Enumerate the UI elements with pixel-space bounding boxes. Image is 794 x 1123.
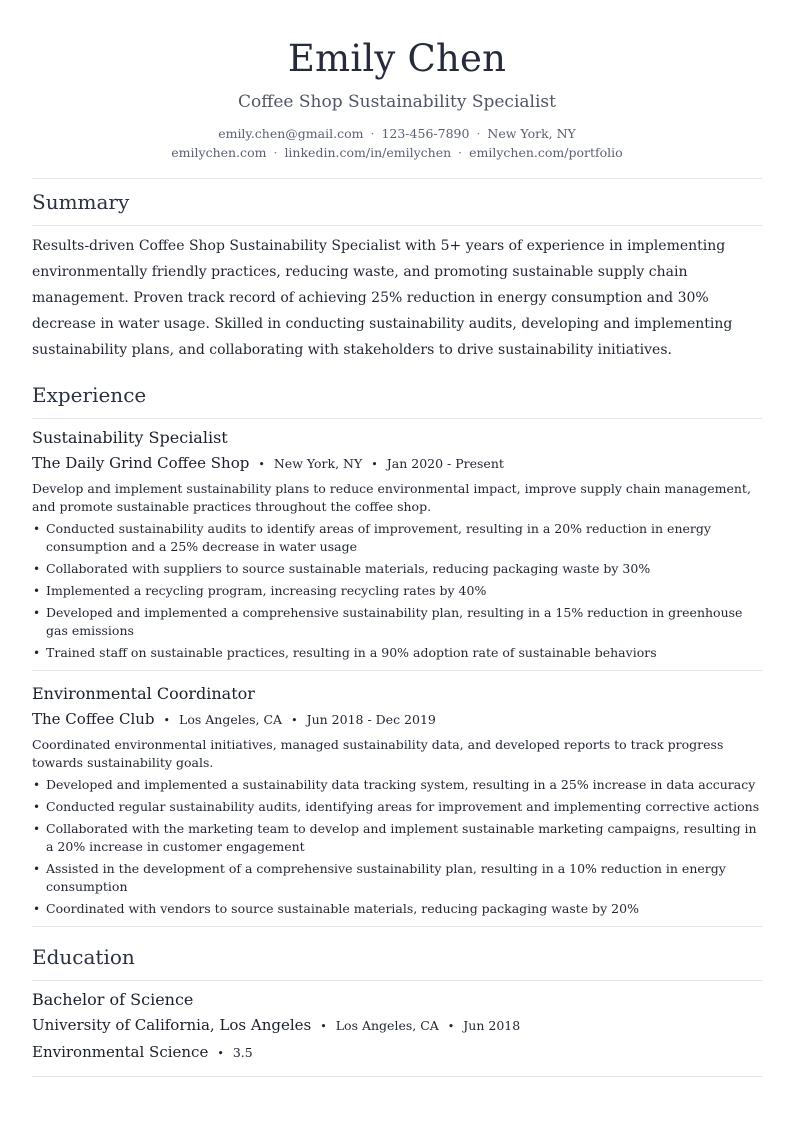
achievement-item: [32, 860, 762, 896]
resume-header: [32, 0, 762, 162]
job-title: Environmental Coordinator: [32, 684, 255, 703]
bullet-icon: •: [33, 646, 41, 660]
education-entry: [32, 989, 762, 1065]
contact-separator: ·: [458, 145, 463, 160]
phone-number: 123-456-7890: [381, 126, 470, 141]
meta-bullet: •: [320, 1020, 327, 1033]
bullet-icon: •: [33, 522, 41, 536]
school-location: Los Angeles, CA: [335, 1018, 439, 1033]
bullet-icon: •: [33, 606, 41, 620]
location-text: New York, NY: [487, 126, 576, 141]
bullet-icon: •: [33, 800, 41, 814]
contact-separator: ·: [370, 126, 375, 141]
job-description: Develop and implement sustainability plans to reduce environmental impact, improve supply chain management, and promote sustainable practices throughout the coffee shop.: [32, 481, 751, 514]
gpa-value: 3.5: [232, 1045, 253, 1060]
education-end-divider: [32, 1076, 762, 1077]
linkedin-link[interactable]: linkedin.com/in/emilychen: [284, 145, 452, 160]
meta-bullet: •: [217, 1047, 224, 1060]
job-achievements: [32, 776, 762, 918]
achievement-text: Developed and implemented a sustainability data tracking system, resulting in a 25% increase in data accuracy: [46, 777, 756, 792]
portfolio-link[interactable]: emilychen.com/portfolio: [469, 145, 623, 160]
bullet-icon: •: [33, 584, 41, 598]
summary-text: Results-driven Coffee Shop Sustainability Specialist with 5+ years of experience in implementing environmentally friendly practices, reducing waste, and promoting sustainable supply chain management. Proven track record of achieving 25% reduction in energy consumption and 30% decrease in water usage. Skilled in conducting sustainability audits, developing and implementing sustainability plans, and collaborating with stakeholders to drive sustainability initiatives.: [32, 238, 733, 358]
achievement-item: [32, 820, 762, 856]
meta-bullet: •: [258, 458, 265, 471]
education-heading: Education: [32, 945, 135, 969]
meta-bullet: •: [447, 1020, 455, 1033]
contact-line-2: [32, 143, 762, 162]
job-achievements: [32, 520, 762, 662]
candidate-title: Coffee Shop Sustainability Specialist: [238, 92, 556, 112]
contact-separator: ·: [476, 126, 481, 141]
job-meta: [32, 708, 762, 732]
achievement-text: Coordinated with vendors to source sustainable materials, reducing packaging waste by 20%: [46, 901, 639, 916]
achievement-item: [32, 798, 762, 816]
achievement-item: [32, 582, 762, 600]
job-divider: [32, 670, 762, 671]
achievement-text: Conducted sustainability audits to identify areas of improvement, resulting in a 20% reduction in energy consumption and a 25% decrease in water usage: [46, 521, 711, 554]
experience-entry: [32, 427, 762, 662]
achievement-item: [32, 644, 762, 662]
meta-bullet: •: [371, 458, 378, 471]
degree-title: Bachelor of Science: [32, 990, 194, 1009]
achievement-item: [32, 776, 762, 794]
education-divider: [32, 980, 762, 981]
field-of-study-line: [32, 1041, 762, 1065]
company-name: The Daily Grind Coffee Shop: [32, 454, 250, 472]
school-name: University of California, Los Angeles: [32, 1016, 312, 1034]
job-divider: [32, 926, 762, 927]
candidate-name: Emily Chen: [287, 37, 507, 80]
job-meta: [32, 452, 762, 476]
job-location: New York, NY: [273, 456, 363, 471]
summary-heading: Summary: [32, 190, 130, 214]
education-meta: [32, 1014, 762, 1038]
website-link[interactable]: emilychen.com: [171, 145, 267, 160]
company-name: The Coffee Club: [32, 710, 155, 728]
graduation-date: Jun 2018: [463, 1018, 521, 1033]
achievement-text: Developed and implemented a comprehensive sustainability plan, resulting in a 15% reduction in greenhouse gas emissions: [46, 605, 743, 638]
job-location: Los Angeles, CA: [179, 712, 283, 727]
contact-line-1: [32, 124, 762, 143]
achievement-item: [32, 604, 762, 640]
experience-heading: Experience: [32, 383, 147, 407]
job-title: Sustainability Specialist: [32, 428, 228, 447]
achievement-item: [32, 520, 762, 556]
experience-divider: [32, 418, 762, 419]
achievement-text: Trained staff on sustainable practices, resulting in a 90% adoption rate of sustainable behaviors: [46, 645, 657, 660]
bullet-icon: •: [33, 902, 41, 916]
job-dates: Jun 2018 - Dec 2019: [306, 712, 436, 727]
resume-page: [32, 0, 762, 1077]
bullet-icon: •: [33, 862, 41, 876]
job-dates: Jan 2020 - Present: [386, 456, 504, 471]
meta-bullet: •: [291, 714, 298, 727]
meta-bullet: •: [163, 714, 171, 727]
job-description: Coordinated environmental initiatives, managed sustainability data, and developed reports to track progress towards sustainability goals.: [32, 737, 724, 770]
header-divider: [32, 178, 762, 179]
achievement-text: Implemented a recycling program, increasing recycling rates by 40%: [46, 583, 487, 598]
bullet-icon: •: [33, 822, 41, 836]
achievement-text: Collaborated with suppliers to source sustainable materials, reducing packaging waste by 30%: [46, 561, 651, 576]
contact-separator: ·: [273, 145, 278, 160]
email-link[interactable]: emily.chen@gmail.com: [218, 126, 364, 141]
achievement-text: Assisted in the development of a comprehensive sustainability plan, resulting in a 10% reduction in energy consumption: [46, 861, 726, 894]
achievement-text: Conducted regular sustainability audits, identifying areas for improvement and implementing corrective actions: [46, 799, 760, 814]
achievement-item: [32, 900, 762, 918]
achievement-item: [32, 560, 762, 578]
achievement-text: Collaborated with the marketing team to develop and implement sustainable marketing campaigns, resulting in a 20% increase in customer engagement: [46, 821, 757, 854]
bullet-icon: •: [33, 562, 41, 576]
bullet-icon: •: [33, 778, 41, 792]
field-of-study: Environmental Science: [32, 1043, 209, 1061]
experience-entry: [32, 683, 762, 918]
summary-divider: [32, 225, 762, 226]
